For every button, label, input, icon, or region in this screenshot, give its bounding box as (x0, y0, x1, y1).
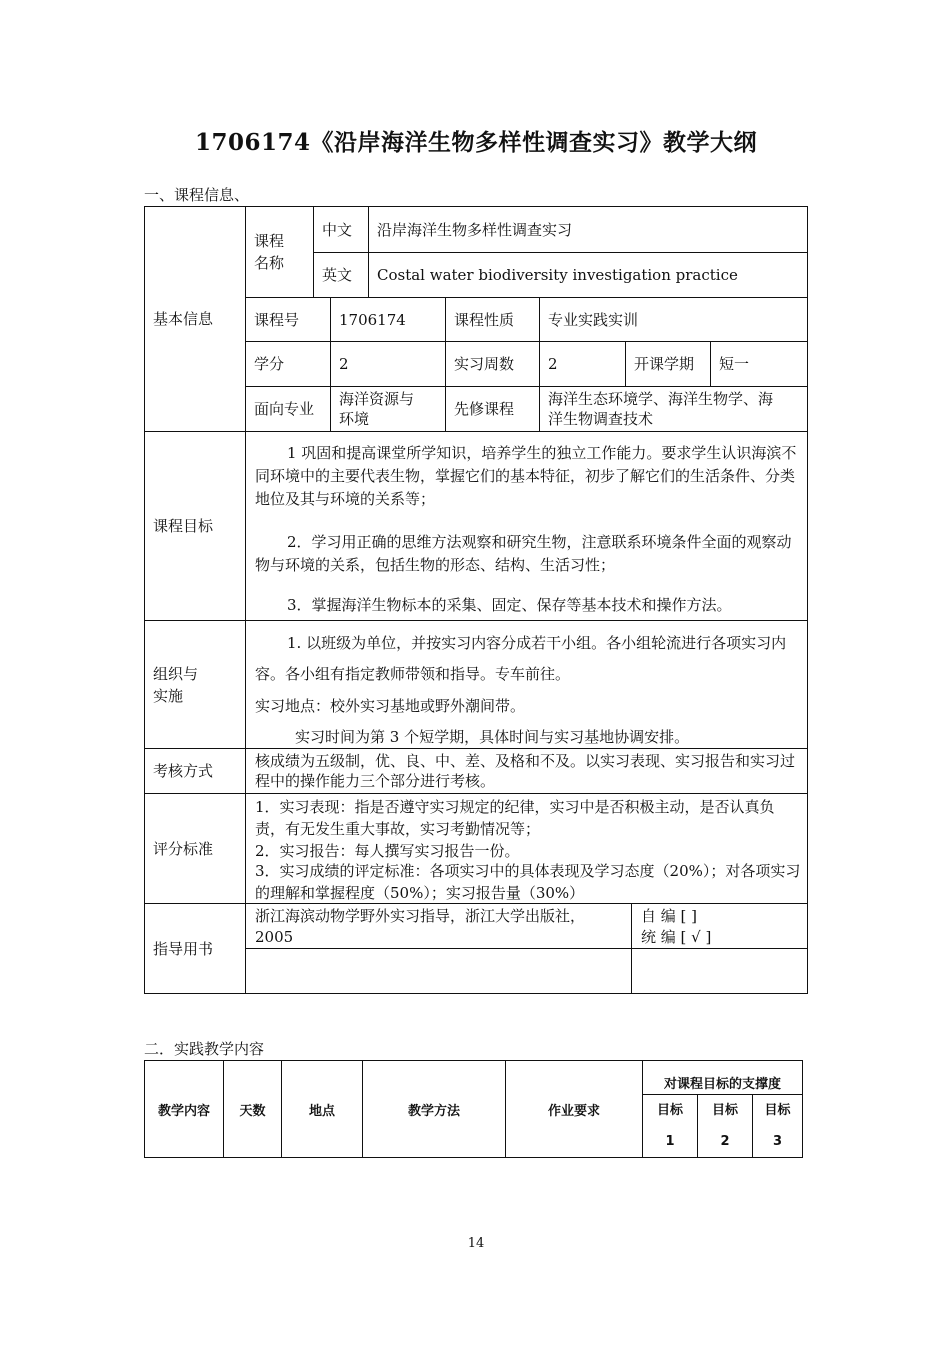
major-label: 面向专业 (245, 386, 331, 432)
col-method: 教学方法 (363, 1061, 506, 1158)
credit-label: 学分 (245, 341, 331, 387)
grading-content (245, 793, 808, 904)
grading-item-1: 1．实习表现：指是否遵守实习规定的纪律，实习中是否积极主动，是否认真负责，有无发生重大事故，实习考勤情况等； (255, 798, 775, 838)
prereq-label: 先修课程 (445, 386, 540, 432)
en-label: 英文 (313, 252, 369, 298)
organization-label: 组织与实施 (144, 620, 246, 749)
textbook-empty-cell-2 (631, 948, 808, 994)
weeks-value: 2 (539, 341, 626, 387)
page-number: 14 (467, 1236, 485, 1251)
objectives-label: 课程目标 (144, 431, 246, 621)
code-label: 课程号 (245, 297, 331, 342)
assessment-content (245, 748, 808, 794)
organization-content (245, 620, 808, 749)
assessment-label: 考核方式 (144, 748, 246, 794)
assessment-text: 核成绩为五级制，优、良、中、差、及格和不及。以实习表现、实习报告和实习过程中的操作能力三个部分进行考核。 (255, 752, 796, 790)
term-label: 开课学期 (625, 341, 711, 387)
textbook-label: 指导用书 (144, 903, 246, 994)
nature-label: 课程性质 (445, 297, 540, 342)
course-name-label: 课程名称 (245, 206, 314, 298)
credit-value: 2 (330, 341, 446, 387)
grading-item-3: 3．实习成绩的评定标准：各项实习中的具体表现及学习态度（20%）；对各项实习的理解和掌握程度（50%）；实习报告量（30%） (255, 862, 801, 902)
objectives-content (245, 431, 808, 621)
major-value: 海洋资源与环境 (330, 386, 446, 432)
weeks-label: 实习周数 (445, 341, 540, 387)
code-value: 1706174 (330, 297, 446, 342)
nature-value: 专业实践实训 (539, 297, 808, 342)
cn-value: 沿岸海洋生物多样性调查实习 (368, 206, 808, 253)
col-place: 地点 (282, 1061, 363, 1158)
objective-3: 3．掌握海洋生物标本的采集、固定、保存等基本技术和操作方法。 (287, 596, 732, 614)
section-heading-course-info: 一、课程信息、 (144, 186, 250, 204)
grading-label: 评分标准 (144, 793, 246, 904)
textbook-self: 自 编 [ ] (641, 907, 698, 925)
term-value: 短一 (710, 341, 808, 387)
cn-label: 中文 (313, 206, 369, 253)
col-goal-3: 目标 3 (753, 1095, 803, 1158)
en-value: Costal water biodiversity investigation practice (368, 252, 808, 298)
prereq-value: 海洋生态环境学、海洋生物学、海洋生物调查技术 (539, 386, 808, 432)
textbook-book: 浙江海滨动物学野外实习指导，浙江大学出版社，2005 (255, 907, 586, 946)
col-content: 教学内容 (145, 1061, 224, 1158)
textbook-empty-cell (245, 948, 632, 994)
col-goal-1: 目标 1 (643, 1095, 698, 1158)
objective-2: 2．学习用正确的思维方法观察和研究生物，注意联系环境条件全面的观察动物与环境的关系，包括生物的形态、结构、生活习性； (255, 533, 792, 574)
basic-info-label: 基本信息 (144, 206, 246, 432)
col-days: 天数 (224, 1061, 282, 1158)
objective-1: 1 巩固和提高课堂所学知识，培养学生的独立工作能力。要求学生认识海滨不同环境中的主要代表生物，掌握它们的基本特征，初步了解它们的生活条件、分类地位及其与环境的关系等； (255, 444, 797, 508)
textbook-book-cell (245, 903, 632, 949)
grading-item-2: 2．实习报告：每人撰写实习报告一份。 (255, 842, 520, 860)
page-title: 1706174《沿岸海洋生物多样性调查实习》教学大纲 (194, 129, 758, 156)
practice-content-table (144, 1060, 803, 1158)
col-support: 对课程目标的支撑度 (643, 1061, 803, 1095)
textbook-type-cell (631, 903, 808, 949)
textbook-unified: 统 编 [ √ ] (641, 928, 712, 946)
organization-p3: 实习时间为第 3 个短学期，具体时间与实习基地协调安排。 (295, 728, 690, 746)
col-homework: 作业要求 (506, 1061, 643, 1158)
section-heading-practice: 二．实践教学内容 (144, 1040, 265, 1058)
col-goal-2: 目标 2 (698, 1095, 753, 1158)
organization-p2: 实习地点：校外实习基地或野外潮间带。 (255, 697, 526, 715)
organization-p1: 1. 以班级为单位，并按实习内容分成若干小组。各小组轮流进行各项实习内容。各小组有指定教师带领和指导。专车前往。 (255, 634, 787, 683)
